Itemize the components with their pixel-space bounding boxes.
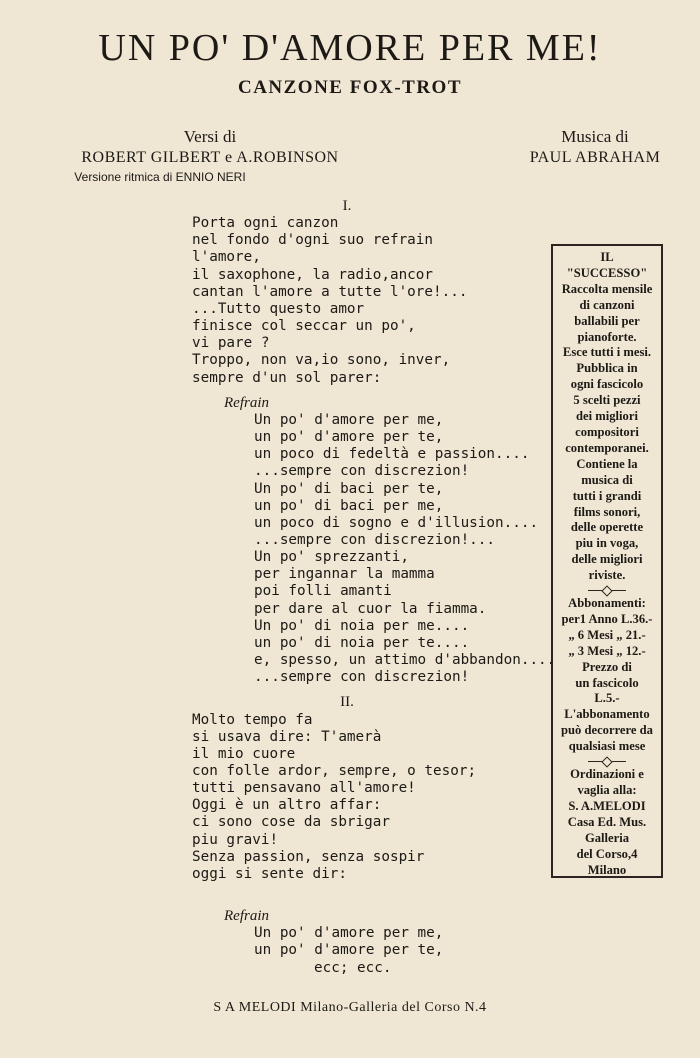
advert-line: vaglia alla: [577, 783, 637, 797]
lyric-line: Molto tempo fa [192, 711, 313, 728]
lyric-line: un poco di fedeltà e passion.... [254, 446, 530, 463]
lyric-line: un po' di baci per me, [254, 497, 444, 514]
lyric-line: e, spesso, un attimo d'abbandon.... [254, 652, 556, 669]
ornament-divider [553, 755, 661, 767]
lyric-line: nel fondo d'ogni suo refrain [192, 232, 434, 249]
advert-line: piu in voga, [575, 536, 639, 551]
lyric-line: Un po' di noia per me.... [254, 617, 470, 634]
verse-number: II. [340, 694, 354, 711]
advert-line: compositori [575, 424, 639, 439]
advert-line: „ 3 Mesi „ 12.- [568, 643, 646, 658]
lyric-line: Un po' d'amore per me, [254, 925, 444, 942]
advert-line: Casa Ed. Mus. [567, 814, 647, 829]
lyrics-credits [30, 127, 390, 184]
refrain-ending: ecc; ecc. [314, 959, 392, 976]
advert-line: „ 6 Mesi „ 21.- [568, 627, 646, 642]
lyric-line: un po' di noia per te.... [254, 634, 470, 651]
music-author: PAUL ABRAHAM [529, 149, 661, 166]
advert-line: delle migliori [571, 552, 643, 567]
verse-2 [192, 712, 542, 884]
lyric-line: un po' d'amore per te, [254, 942, 444, 959]
advert-line: dei migliori [576, 409, 638, 424]
refrain-1 [192, 411, 556, 687]
lyric-line: cantan l'amore a tutte l'ore!... [192, 283, 468, 300]
advert-line: riviste. [588, 568, 626, 583]
advert-line: Prezzo di [582, 659, 632, 674]
advert-line: Contiene la [576, 456, 638, 471]
advert-line: Galleria [584, 830, 630, 845]
advert-line: IL [600, 250, 614, 264]
lyric-line: piu gravi! [192, 831, 279, 848]
advert-line: ballabili per [574, 313, 640, 328]
song-subtitle: CANZONE FOX-TROT [237, 77, 463, 98]
lyric-line: Un po' sprezzanti, [254, 549, 409, 566]
advert-line: per1 Anno L.36.- [561, 611, 653, 626]
lyric-line: ci sono cose da sbrigar [192, 814, 390, 831]
lyric-line: ...sempre con discrezion! [254, 669, 470, 686]
advert-line: pianoforte. [577, 329, 637, 344]
lyric-line: tutti pensavano all'amore! [192, 780, 416, 797]
advert-line: può decorrere da [561, 723, 653, 738]
lyric-line: Porta ogni canzon [192, 215, 339, 232]
lyric-line: con folle ardor, sempre, o tesor; [192, 763, 477, 779]
advert-line: di canzoni [579, 297, 635, 312]
verse-number: I. [342, 198, 352, 214]
lyrics-authors: ROBERT GILBERT e A.ROBINSON [81, 149, 339, 166]
advert-line: qualsiasi mese [568, 739, 646, 754]
lyric-line: finisce col seccar un po', [192, 318, 416, 335]
advert-line: Pubblica in [576, 361, 638, 376]
lyric-line: poi folli amanti [254, 583, 392, 600]
lyric-line: si usava dire: T'amerà [192, 728, 382, 745]
lyric-line: il saxophone, la radio,ancor [192, 266, 434, 283]
lyric-line: un po' d'amore per te, [254, 429, 444, 446]
advert-line: L.5.- [594, 691, 620, 706]
lyric-line: oggi si sente dir: [192, 865, 347, 882]
song-title: UN PO' D'AMORE PER ME! [98, 27, 602, 69]
refrain-label: Refrain [224, 394, 269, 411]
lyric-line: Un po' d'amore per me, [254, 411, 444, 428]
lyric-line: Troppo, non va,io sono, inver, [192, 352, 451, 369]
music-credits [505, 127, 685, 167]
advert-line: Esce tutti i mesi. [562, 345, 652, 360]
advert-line: Raccolta mensile [561, 281, 653, 296]
lyric-line: ...sempre con discrezion! [254, 463, 470, 480]
refrain-2 [192, 925, 542, 976]
advert-line: delle operette [570, 520, 644, 535]
refrain-label: Refrain [224, 908, 269, 925]
lyrics-block [192, 198, 556, 977]
ornament-divider [553, 584, 661, 596]
advert-line: musica di [581, 472, 633, 487]
lyric-line: ...sempre con discrezion!... [254, 531, 496, 548]
lyric-line: Senza passion, senza sospir [192, 848, 425, 865]
advert-line: Milano [587, 862, 627, 877]
lyric-line: Un po' di baci per te, [254, 480, 444, 497]
advert-line: un fascicolo [575, 675, 639, 690]
advert-line: contemporanei. [565, 440, 649, 455]
publisher-footer: S A MELODI Milano-Galleria del Corso N.4 [213, 1000, 487, 1015]
advert-line: ogni fascicolo [570, 377, 644, 392]
version-note: Versione ritmica di ENNIO NERI [74, 170, 246, 184]
advert-line: S. A.MELODI [568, 798, 646, 813]
advert-line: "SUCCESSO" [566, 265, 648, 280]
lyric-line: sempre d'un sol parer: [192, 369, 382, 386]
lyric-line: per dare al cuor la fiamma. [254, 600, 487, 617]
lyric-line: l'amore, [192, 249, 261, 266]
lyric-line: ...Tutto questo amor [192, 300, 365, 317]
advert-line: Abbonamenti: [568, 596, 646, 611]
music-label: Musica di [561, 127, 629, 146]
lyric-line: il mio cuore [192, 745, 296, 762]
advert-line: del Corso,4 [576, 846, 638, 861]
successo-advert-box [551, 244, 663, 878]
lyric-line: un poco di sogno e d'illusion.... [254, 514, 539, 531]
lyric-line: vi pare ? [192, 335, 270, 352]
lyrics-label: Versi di [183, 127, 237, 146]
advert-line: films sonori, [573, 504, 641, 519]
advert-line: L'abbonamento [564, 707, 650, 722]
advert-line: Ordinazioni e [570, 767, 644, 782]
advert-line: 5 scelti pezzi [573, 393, 641, 408]
advert-line: tutti i grandi [572, 488, 642, 503]
lyric-line: Oggi è un altro affar: [192, 797, 382, 814]
lyric-line: per ingannar la mamma [254, 566, 435, 583]
verse-1 [192, 215, 542, 387]
